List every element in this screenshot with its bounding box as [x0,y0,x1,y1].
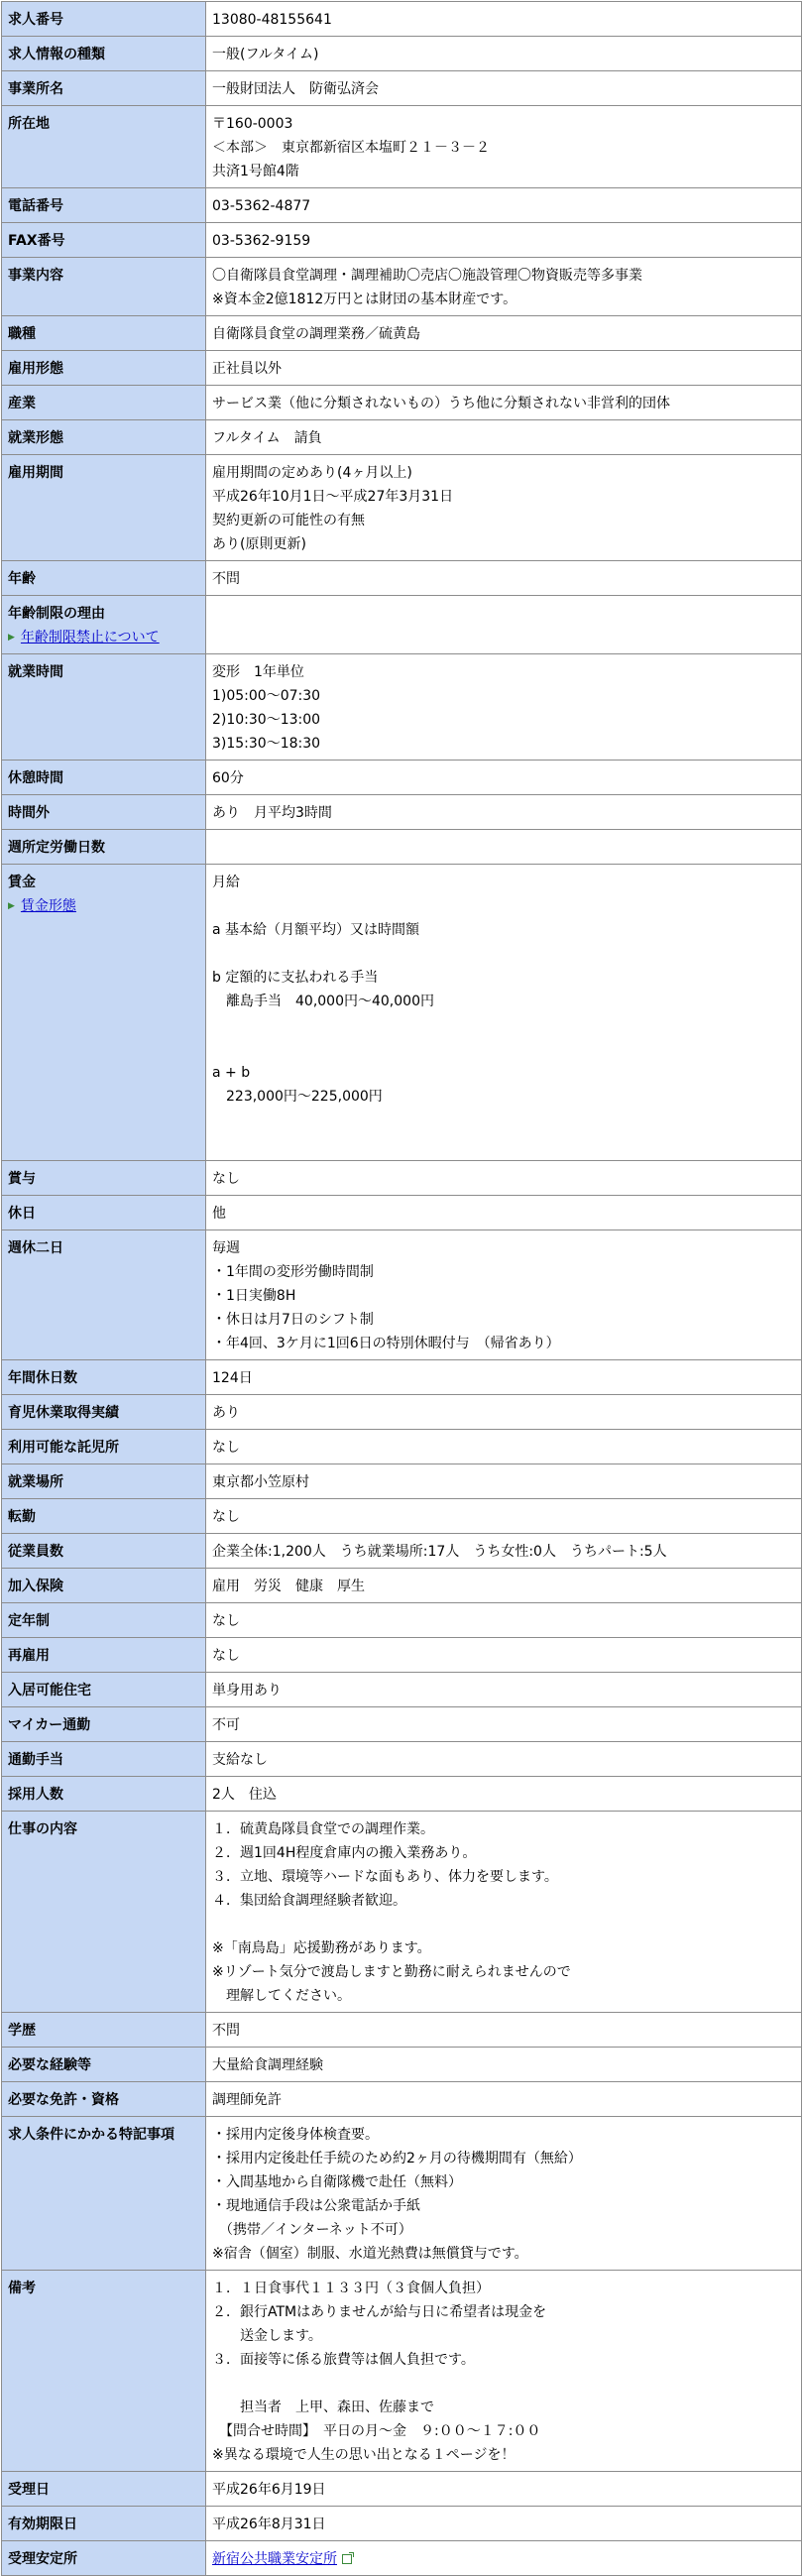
row-value-cell [206,2541,802,2576]
detail-row [2,2117,802,2271]
row-value-cell [206,351,802,386]
row-value-cell [206,1499,802,1534]
row-label-cell [2,596,206,654]
row-value-cell [206,258,802,316]
row-label-cell [2,1707,206,1742]
row-label-cell [2,1230,206,1360]
value-line: なし [212,1440,240,1456]
row-label: 週休二日 [8,1240,63,1256]
value-line: なし [212,1613,240,1629]
sub-link[interactable] [8,894,199,918]
value-line [212,894,795,918]
value-line [212,1913,795,1936]
detail-row [2,1395,802,1430]
row-value-cell [206,865,802,1161]
detail-row [2,1742,802,1777]
row-value-cell [206,1569,802,1603]
row-label-cell [2,1360,206,1395]
value-line: 調理師免許 [212,2092,282,2108]
row-label: 転勤 [8,1509,36,1525]
job-detail-table [1,1,802,2576]
row-value-cell [206,1230,802,1360]
value-line: 一般財団法人 防衛弘済会 [212,81,379,97]
row-label: 電話番号 [8,198,63,214]
value-line: なし [212,1171,240,1187]
row-label: 備考 [8,2281,36,2296]
row-label-cell [2,2117,206,2271]
row-value-cell [206,795,802,830]
row-value-cell [206,596,802,654]
detail-row [2,1360,802,1395]
row-label-cell [2,223,206,258]
row-label-cell [2,2,206,37]
row-label-cell [2,2048,206,2082]
row-value-cell [206,1430,802,1464]
row-label: 賞与 [8,1171,36,1187]
row-value-cell [206,2507,802,2541]
value-line: ※「南鳥島」応援勤務があります。 [212,1940,431,1956]
row-label-cell [2,386,206,420]
value-line [212,1037,795,1061]
value-line: 60分 [212,770,244,786]
detail-row [2,2,802,37]
row-value-cell [206,2117,802,2271]
office-link[interactable]: 新宿公共職業安定所 [212,2551,337,2567]
value-line: 支給なし [212,1752,268,1768]
detail-row [2,71,802,106]
row-value-cell [206,1395,802,1430]
value-line: 平成26年8月31日 [212,2517,326,2532]
detail-row [2,1777,802,1812]
value-line: 単身用あり [212,1683,282,1698]
value-line: 雇用期間の定めあり(4ヶ月以上) [212,465,412,481]
row-label: 所在地 [8,116,50,132]
row-label-cell [2,1499,206,1534]
detail-row [2,561,802,596]
detail-row [2,258,802,316]
detail-row [2,761,802,795]
row-label: 有効期限日 [8,2517,77,2532]
detail-row [2,596,802,654]
value-line: フルタイム 請負 [212,430,322,446]
row-label-cell [2,865,206,1161]
value-line [212,1132,795,1156]
row-label-cell [2,1430,206,1464]
row-label-cell [2,1742,206,1777]
detail-row [2,223,802,258]
arrow-icon: ▶ [8,633,15,643]
detail-row [2,106,802,188]
row-label: 週所定労働日数 [8,840,105,856]
row-label: 事業所名 [8,81,63,97]
row-value-cell [206,188,802,223]
row-label: 仕事の内容 [8,1821,77,1837]
row-label-cell [2,1569,206,1603]
row-value-cell [206,1464,802,1499]
value-line: 2人 住込 [212,1787,277,1803]
detail-row [2,1638,802,1673]
detail-row [2,654,802,761]
detail-row [2,1464,802,1499]
row-value-cell [206,2,802,37]
value-line: ・現地通信手段は公衆電話か手紙 [212,2198,420,2214]
value-line: 03-5362-4877 [212,198,311,214]
value-line: ・採用内定後身体検査要。 [212,2127,379,2143]
row-label-cell [2,420,206,455]
row-label: 必要な免許・資格 [8,2092,119,2108]
value-line: 3)15:30～18:30 [212,736,321,752]
row-value-cell [206,37,802,71]
detail-row [2,455,802,561]
value-line: 1)05:00～07:30 [212,688,321,704]
value-line: 【問合せ時間】 平日の月～金 ９:００～１７:００ [212,2423,541,2439]
row-label: 通勤手当 [8,1752,63,1768]
row-label-cell [2,1534,206,1569]
row-value-cell [206,1742,802,1777]
row-label: 求人情報の種類 [8,47,105,62]
row-label: 再雇用 [8,1648,50,1664]
row-label: 求人条件にかかる特記事項 [8,2127,174,2143]
row-label: 雇用形態 [8,361,63,377]
row-label: 必要な経験等 [8,2057,91,2073]
detail-row [2,830,802,865]
sub-link-label: 賃金形態 [20,898,76,914]
row-label: 産業 [8,396,36,411]
arrow-icon: ▶ [8,901,15,911]
detail-row [2,1534,802,1569]
value-line: 共済1号館4階 [212,164,299,179]
detail-row [2,1499,802,1534]
row-label-cell [2,1638,206,1673]
row-label: 年齢 [8,571,36,587]
value-line: 不問 [212,2023,240,2039]
row-label: 休憩時間 [8,770,63,786]
detail-row [2,865,802,1161]
row-label-cell [2,654,206,761]
value-line: ※異なる環境で人生の思い出となる１ページを！ [212,2447,516,2463]
row-value-cell [206,561,802,596]
value-line: ※資本金2億1812万円とは財団の基本財産です。 [212,292,517,307]
detail-row [2,386,802,420]
value-line: 〒160-0003 [212,116,293,132]
detail-row [2,1196,802,1230]
detail-row [2,1230,802,1360]
value-line: 理解してください。 [212,1988,351,2004]
row-value-cell [206,2082,802,2117]
value-line: 平成26年6月19日 [212,2482,326,2498]
row-value-cell [206,654,802,761]
value-line: ・1日実働8H [212,1288,296,1304]
row-label-cell [2,1395,206,1430]
row-label: 事業内容 [8,268,63,284]
row-value-cell [206,761,802,795]
detail-row [2,2271,802,2472]
value-line: 他 [212,1206,226,1222]
value-line: ※リゾート気分で渡島しますと勤務に耐えられませんので [212,1964,571,1980]
row-label-cell [2,258,206,316]
detail-row [2,2082,802,2117]
row-label-cell [2,830,206,865]
row-value-cell [206,1812,802,2013]
detail-row [2,2013,802,2048]
value-line: なし [212,1648,240,1664]
row-label: 年齢制限の理由 [8,606,105,622]
row-label-cell [2,71,206,106]
detail-row [2,1673,802,1707]
value-line: 不可 [212,1717,240,1733]
value-line: ・1年間の変形労働時間制 [212,1264,374,1280]
detail-row [2,351,802,386]
row-label-cell [2,351,206,386]
value-line: ・年4回、3ケ月に1回6日の特別休暇付与 （帰省あり） [212,1336,560,1351]
value-line: 東京都小笠原村 [212,1474,309,1490]
value-line: （携帯／インターネット不可） [212,2222,412,2238]
row-label: 賃金 [8,875,36,890]
value-line: 124日 [212,1370,253,1386]
detail-row [2,1603,802,1638]
row-value-cell [206,71,802,106]
value-line: 〇自衛隊員食堂調理・調理補助〇売店〇施設管理〇物資販売等多事業 [212,268,642,284]
value-line: 223,000円～225,000円 [212,1089,383,1105]
value-line: 13080-48155641 [212,12,332,28]
value-line: あり [212,1405,240,1421]
row-value-cell [206,1638,802,1673]
value-line: １．１日食事代１１３３円（３食個人負担） [212,2281,490,2296]
value-line: サービス業（他に分類されないもの）うち他に分類されない非営利的団体 [212,396,670,411]
row-label: 職種 [8,326,36,342]
value-line: a 基本給（月額平均）又は時間額 [212,922,420,938]
value-line: 離島手当 40,000円～40,000円 [212,994,434,1009]
value-line: 平成26年10月1日～平成27年3月31日 [212,489,454,505]
row-value-cell [206,2472,802,2507]
row-label-cell [2,37,206,71]
value-line: a + b [212,1065,251,1081]
row-value-cell [206,223,802,258]
row-value-cell [206,1777,802,1812]
value-line: 一般(フルタイム) [212,47,319,62]
row-label: FAX番号 [8,233,65,249]
row-label-cell [2,106,206,188]
row-label-cell [2,188,206,223]
row-label-cell [2,1603,206,1638]
row-label: 就業場所 [8,1474,63,1490]
value-line [212,1013,795,1037]
value-line: ４．集団給食調理経験者歓迎。 [212,1893,406,1909]
row-value-cell [206,1707,802,1742]
value-line: あり(原則更新) [212,536,306,552]
detail-row [2,1707,802,1742]
detail-row [2,1569,802,1603]
row-label-cell [2,2271,206,2472]
row-label: 加入保険 [8,1579,63,1594]
value-line: 企業全体:1,200人 うち就業場所:17人 うち女性:0人 うちパート:5人 [212,1544,667,1560]
detail-row [2,795,802,830]
detail-row [2,1812,802,2013]
row-label-cell [2,316,206,351]
row-value-cell [206,1161,802,1196]
value-line: ２．銀行ATMはありませんが給与日に希望者は現金を [212,2304,547,2320]
row-label-cell [2,2472,206,2507]
row-label-cell [2,561,206,596]
value-line: ２．週1回4H程度倉庫内の搬入業務あり。 [212,1845,477,1861]
value-line: ・採用内定後赴任手続のため約2ヶ月の待機期間有（無給） [212,2151,582,2166]
value-line [212,2372,795,2396]
value-line: ３．立地、環境等ハードな面もあり、体力を要します。 [212,1869,558,1885]
row-label: 求人番号 [8,12,63,28]
sub-link-label: 年齢制限禁止について [20,630,160,645]
value-line: 月給 [212,875,240,890]
row-label: 受理安定所 [8,2551,77,2567]
value-line: 2)10:30～13:00 [212,712,321,728]
value-line: なし [212,1509,240,1525]
value-line: ・入間基地から自衛隊機で赴任（無料） [212,2174,462,2190]
value-line: 毎週 [212,1240,240,1256]
value-line: ３．面接等に係る旅費等は個人負担です。 [212,2352,475,2368]
value-line: ＜本部＞ 東京都新宿区本塩町２１－３－２ [212,140,490,156]
detail-row [2,37,802,71]
value-line: １．硫黄島隊員食堂での調理作業。 [212,1821,434,1837]
value-line [212,1109,795,1132]
row-label: 就業時間 [8,664,63,680]
detail-row [2,316,802,351]
sub-link[interactable] [8,626,199,649]
row-value-cell [206,2048,802,2082]
row-label-cell [2,1161,206,1196]
value-line: 大量給食調理経験 [212,2057,323,2073]
detail-row [2,2541,802,2576]
external-link-icon [342,2554,352,2564]
value-line: 変形 1年単位 [212,664,304,680]
detail-row [2,420,802,455]
row-value-cell [206,1673,802,1707]
row-value-cell [206,1603,802,1638]
row-label: 年間休日数 [8,1370,77,1386]
row-label-cell [2,795,206,830]
row-label-cell [2,2507,206,2541]
value-line: 送金します。 [212,2328,322,2344]
row-label-cell [2,1464,206,1499]
value-line: b 定額的に支払われる手当 [212,970,379,986]
row-value-cell [206,1360,802,1395]
value-line: 契約更新の可能性の有無 [212,513,365,528]
value-line: ※宿舎（個室）制服、水道光熱費は無償貸与です。 [212,2246,528,2262]
detail-row [2,1161,802,1196]
detail-row [2,2472,802,2507]
row-value-cell [206,455,802,561]
row-label-cell [2,2013,206,2048]
row-label: 就業形態 [8,430,63,446]
value-line: 自衛隊員食堂の調理業務／硫黄島 [212,326,420,342]
row-value-cell [206,1534,802,1569]
row-label: 雇用期間 [8,465,63,481]
row-label: 育児休業取得実績 [8,1405,119,1421]
row-label: 従業員数 [8,1544,63,1560]
row-label: 採用人数 [8,1787,63,1803]
row-label: 定年制 [8,1613,50,1629]
row-value-cell [206,106,802,188]
row-label: 受理日 [8,2482,50,2498]
row-value-cell [206,1196,802,1230]
row-label: 休日 [8,1206,36,1222]
value-line: 03-5362-9159 [212,233,311,249]
row-value-cell [206,316,802,351]
row-label-cell [2,455,206,561]
row-value-cell [206,386,802,420]
row-label: 時間外 [8,805,50,821]
detail-row [2,1430,802,1464]
row-value-cell [206,2013,802,2048]
row-label-cell [2,2082,206,2117]
row-label: マイカー通勤 [8,1717,91,1733]
row-label-cell [2,1812,206,2013]
value-line: 雇用 労災 健康 厚生 [212,1579,365,1594]
detail-row [2,2048,802,2082]
row-label: 利用可能な託児所 [8,1440,119,1456]
row-label: 学歴 [8,2023,36,2039]
row-label-cell [2,1777,206,1812]
value-line: 正社員以外 [212,361,282,377]
detail-row [2,188,802,223]
detail-row [2,2507,802,2541]
row-label-cell [2,1196,206,1230]
row-label-cell [2,1673,206,1707]
row-label-cell [2,2541,206,2576]
row-label: 入居可能住宅 [8,1683,91,1698]
row-value-cell [206,830,802,865]
value-line: ・休日は月7日のシフト制 [212,1312,374,1328]
value-line: 不問 [212,571,240,587]
row-label-cell [2,761,206,795]
row-value-cell [206,2271,802,2472]
value-line [212,942,795,966]
row-value-cell [206,420,802,455]
value-line: 担当者 上甲、森田、佐藤まで [212,2400,434,2415]
value-line: あり 月平均3時間 [212,805,332,821]
